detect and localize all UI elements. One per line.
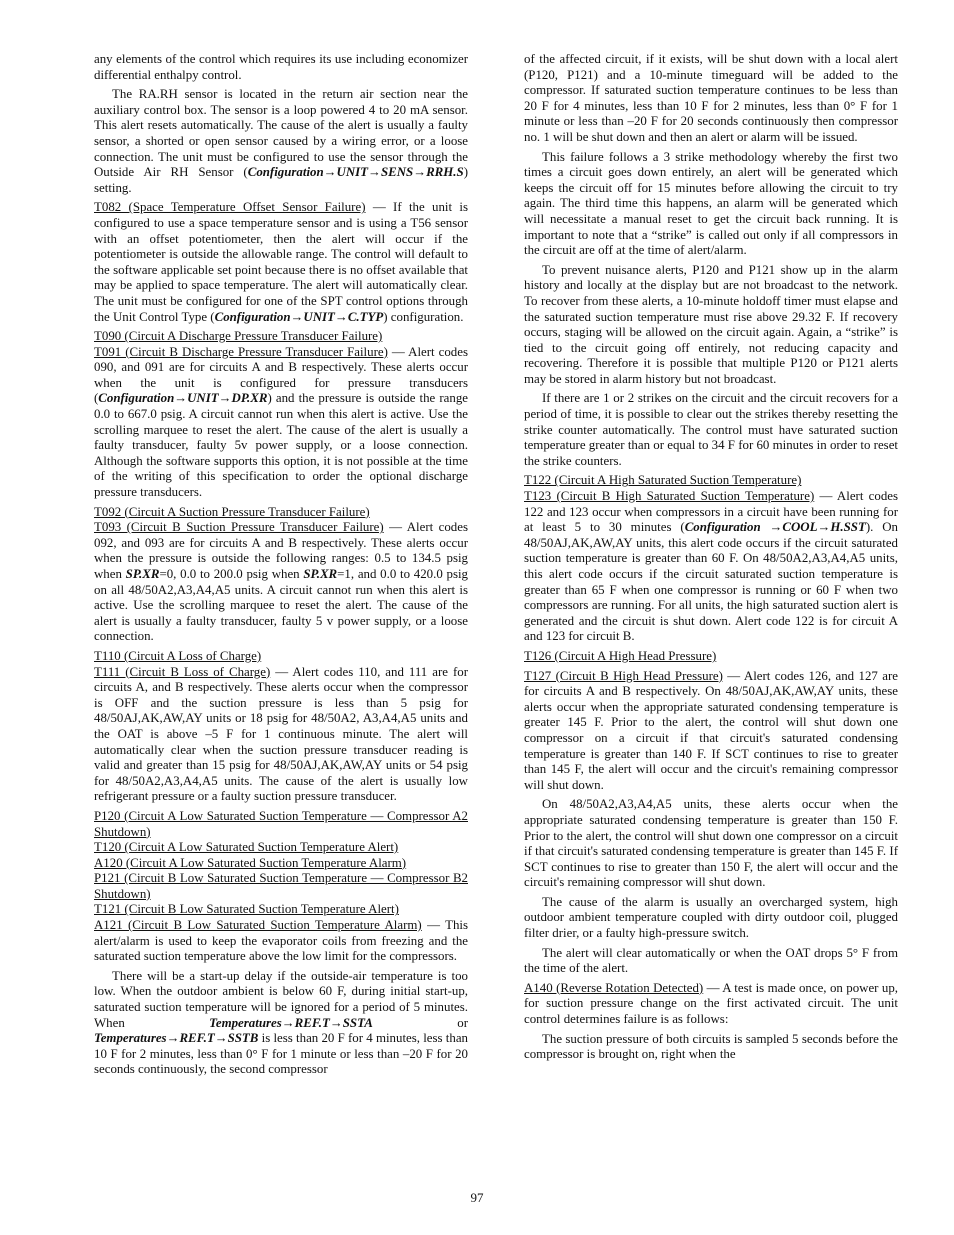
alert-t127: T127 (Circuit B High Head Pressure) — Alert codes 126, and 127 are for circuits A and B respectively. On 48/50AJ,AK,AW,AY units, these alerts occur when the appropriate saturated condensing temperature is greater 145 F. Prior to the alert, the control will shut down one compressor on a circuit if that circuit's saturated condensing temperature is greater than 140 F. If SCT continues to rise to greater than 145 F, the alert will occur and the circuit's remaining compressor will shut down. xyxy=(524,668,898,792)
alert-heading: A121 (Circuit B Low Saturated Suction Temperature Alarm) xyxy=(94,918,422,933)
alert-heading: T111 (Circuit B Loss of Charge) xyxy=(94,664,271,679)
alert-heading: A120 (Circuit A Low Saturated Suction Temperature Alarm) xyxy=(94,855,407,870)
paragraph-nuisance-alerts: To prevent nuisance alerts, P120 and P121 show up in the alarm history and locally at the display but are not broadcast to the network. To recover from these alerts, a 10-minute holdoff timer must elapse and the saturated suction temperature must rise above 29.32 F. If recovery occurs, staging will be allowed on the circuit again. Again, a “strike” is tied to the circuit going off entirely, not reducing capacity and recovering. Therefore it is possible that multiple P120 or P121 alerts may be stored in alarm history but not broadcast. xyxy=(524,262,898,386)
alert-heading: T120 (Circuit A Low Saturated Suction Temperature Alert) xyxy=(94,840,399,855)
config-path: Configuration→UNIT→DP.XR xyxy=(98,391,268,406)
paragraph-alarm-cause: The cause of the alarm is usually an overcharged system, high outdoor ambient temperature coupled with dirty outdoor coil, plugged filter drier, or a faulty high-pressure switch. xyxy=(524,894,898,941)
alert-t126 xyxy=(524,649,898,665)
page-number: 97 xyxy=(470,1190,484,1205)
alert-t092-t093: T092 (Circuit A Suction Pressure Transducer Failure) T093 (Circuit B Suction Pressure Transducer Failure) — Alert codes 092, and 093 are for circuits A and B respectively. These alerts occur when the pressure is outside the following ranges: 0.5 to 134.5 psig when SP.XR=0, 0.0 to 200.0 psig when SP.XR=1, and 0.0 to 420.0 psig on all 48/50A2,A3,A4,A5 units. A circuit cannot run when this alert is active. Use the scrolling marquee to reset the alert. The cause of the alert is usually a faulty transducer, faulty 5 v power supply, or a loose connection. xyxy=(94,504,468,644)
alert-heading: A140 (Reverse Rotation Detected) xyxy=(524,980,704,995)
alert-a140: A140 (Reverse Rotation Detected) — A test is made once, on power up, for suction pressure change on the first activated circuit. The unit control determines failure is as follows: xyxy=(524,980,899,1027)
paragraph: any elements of the control which requires its use including economizer differential enthalpy control. xyxy=(94,52,468,82)
alert-heading: T092 (Circuit A Suction Pressure Transducer Failure) xyxy=(94,504,370,519)
alert-heading: T082 (Space Temperature Offset Sensor Failure) xyxy=(94,200,366,215)
alert-t082: T082 (Space Temperature Offset Sensor Failure) — If the unit is configured to use a space temperature sensor and is using a T56 sensor with an offset potentiometer, then the alert will occur if the potentiometer is outside the allowable range. The control will default to the software applicable set point because there is no offset available that may be applied to space temperature. The alert will automatically clear. The unit must be configured for one of the SPT control options through the Unit Control Type (Configuration→UNIT→C.TYP) configuration. xyxy=(94,200,468,324)
alert-t090-t091: T090 (Circuit A Discharge Pressure Transducer Failure) T091 (Circuit B Discharge Pressure Transducer Failure) — Alert codes 090, and 091 are for circuits A and B respectively. These alerts occur when the unit is configured for pressure transducers (Configuration→UNIT→DP.XR) and the pressure is outside the range 0.0 to 667.0 psig. A circuit cannot run when this alert is active. Use the scrolling marquee to reset the alert. The cause of the alert is usually a faulty transducer, faulty 5v power supply, or a loose connection. Although the software supports this option, it is not possible at the time of the writing of this specification to order the optional discharge pressure transducers. xyxy=(94,329,468,500)
paragraph-a2-a5-units: On 48/50A2,A3,A4,A5 units, these alerts occur when the appropriate saturated condensing temperature is greater than 150 F. Prior to the alert, the control will shut down one compressor on a circuit if that circuit's saturated condensing temperature is greater than 145 F. If SCT continues to rise to greater than 150 F, the alert will occur and the circuit's remaining compressor will shut down. xyxy=(524,797,898,890)
config-path: SP.XR xyxy=(303,567,338,581)
config-path: Temperatures→REF.T→SSTA xyxy=(209,1015,373,1030)
alert-heading: P121 (Circuit B Low Saturated Suction Temperature — Compressor B2 Shutdown) xyxy=(94,871,468,901)
alert-heading: T093 (Circuit B Suction Pressure Transducer Failure) xyxy=(94,520,384,535)
alert-heading: T110 (Circuit A Loss of Charge) xyxy=(94,648,262,663)
config-path: Configuration→UNIT→C.TYP xyxy=(214,309,384,324)
paragraph-ra-rh-sensor: The RA.RH sensor is located in the return air section near the auxiliary control box. The sensor is a loop powered 4 to 20 mA sensor. This alert resets automatically. The cause of the alert is usually a faulty sensor, a shorted or open sensor caused by a wiring error, or a loose connection. The unit must be configured to use the sensor through the Outside Air RH Sensor (Configuration→UNIT→SENS→RRH.S) setting. xyxy=(94,87,468,195)
alert-heading: T090 (Circuit A Discharge Pressure Transducer Failure) xyxy=(94,329,383,344)
alert-heading: T122 (Circuit A High Saturated Suction Temperature) xyxy=(524,473,802,488)
paragraph-startup-delay: There will be a start-up delay if the outside-air temperature is too low. When the outdoor ambient is below 60 F, during initial start-up, saturated suction temperature will be ignored for a period of 5 minutes. When Temperatures→REF.T→SSTA or Temperatures→REF.T→SSTB is less than 20 F for 4 minutes, less than 10 F for 2 minutes, less than 0° F for 1 minute or less than –20 F for 20 seconds continuously, the second compressor xyxy=(94,968,468,1077)
paragraph-strike-method: This failure follows a 3 strike methodology whereby the first two times a circuit goes down entirely, an alert will be generated which keeps the circuit off for 15 minutes before allowing the circuit to try again. The third time this happens, an alarm will be generated which will necessitate a manual reset to get the circuit back running. It is important to note that a “strike” is called out only if all compressors in the circuit are off at the time of alert/alarm. xyxy=(524,149,898,258)
alert-heading: T121 (Circuit B Low Saturated Suction Temperature Alert) xyxy=(94,902,399,917)
alert-heading: T126 (Circuit A High Head Pressure) xyxy=(524,648,717,663)
right-column xyxy=(524,52,898,1067)
paragraph-strike-reset: If there are 1 or 2 strikes on the circuit and the circuit recovers for a period of time, it is possible to clear out the strikes thereby resetting the strike counter automatically. The control must have saturated suction temperature greater than or equal to 34 F for 60 minutes in order to reset the strike counters. xyxy=(524,391,898,468)
paragraph-suction-sample: The suction pressure of both circuits is sampled 5 seconds before the compressor is brought on, right when the xyxy=(524,1031,898,1062)
config-path: Configuration →COOL→H.SST xyxy=(684,520,866,535)
config-path: SP.XR xyxy=(125,567,160,581)
alert-t110-t111: T110 (Circuit A Loss of Charge) T111 (Circuit B Loss of Charge) — Alert codes 110, and 111 are for circuits A, and B respectively. These alerts occur when the compressor is OFF and the suction pressure is less than 5 psig for 48/50AJ,AK,AW,AY units or 18 psig for 48/50A2, A3,A4,A5 units and the OAT is above –5 F for 1 continuous minute. The alert will automatically clear when the suction pressure transducer reading is valid and greater than 15 psig for 48/50AJ,AK,AW,AY units or 54 psig for 48/50A2,A3,A4,A5 units. The cause of the alert is usually low refrigerant pressure or a faulty suction pressure transducer. xyxy=(94,648,468,804)
config-path: Temperatures→REF.T→SSTB xyxy=(94,1031,259,1046)
paragraph-alert-clear: The alert will clear automatically or when the OAT drops 5° F from the time of the alert. xyxy=(524,945,898,976)
alert-heading: T091 (Circuit B Discharge Pressure Transducer Failure) xyxy=(94,344,388,359)
alert-heading: T123 (Circuit B High Saturated Suction Temperature) xyxy=(524,489,815,504)
alert-heading: T127 (Circuit B High Head Pressure) xyxy=(524,668,723,683)
alert-heading: P120 (Circuit A Low Saturated Suction Temperature — Compressor A2 Shutdown) xyxy=(94,808,468,839)
config-path: Configuration→UNIT→SENS→RRH.S xyxy=(247,165,464,180)
alert-p120-a121: P120 (Circuit A Low Saturated Suction Temperature — Compressor A2 Shutdown) T120 (Circuit A Low Saturated Suction Temperature Alert) A120 (Circuit A Low Saturated Suction Temperature Alarm) P121 (Circuit B Low Saturated Suction Temperature — Compressor B2 Shutdown) T121 (Circuit B Low Saturated Suction Temperature Alert) A121 (Circuit B Low Saturated Suction Temperature Alarm) — This alert/alarm is used to keep the evaporator coils from freezing and the saturated suction temperature above the low limit for the compressors. xyxy=(94,808,468,964)
paragraph: of the affected circuit, if it exists, will be shut down with a local alert (P120, P121) and a 10-minute timeguard will be added to the compressor. If saturated suction temperature continues to be less than 20 F for 4 minutes, less than 10 F for 2 minutes, less than 0° F for 1 minute or less than –20 F for 20 seconds continuously then compressor no. 1 will be shut down and then an alert or alarm will be issued. xyxy=(524,52,898,144)
left-column xyxy=(94,52,468,1082)
alert-t122-t123: T122 (Circuit A High Saturated Suction Temperature) T123 (Circuit B High Saturated Suction Temperature) — Alert codes 122 and 123 occur when compressors in a circuit have been running for at least 5 to 30 minutes (Configuration →COOL→H.SST). On 48/50AJ,AK,AW,AY units, this alert code occurs if the circuit saturated suction temperature is greater than 60 F. On 48/50A2,A3,A4,A5 units, this alert code occurs if the circuit saturated suction temperature is greater than 65 F when one compressor is running or 60 F when two compressors are running. For all units, the high saturated suction alert is generated and the circuit is shut down. Alert code 122 is for circuit A and 123 for circuit B. xyxy=(524,473,899,644)
